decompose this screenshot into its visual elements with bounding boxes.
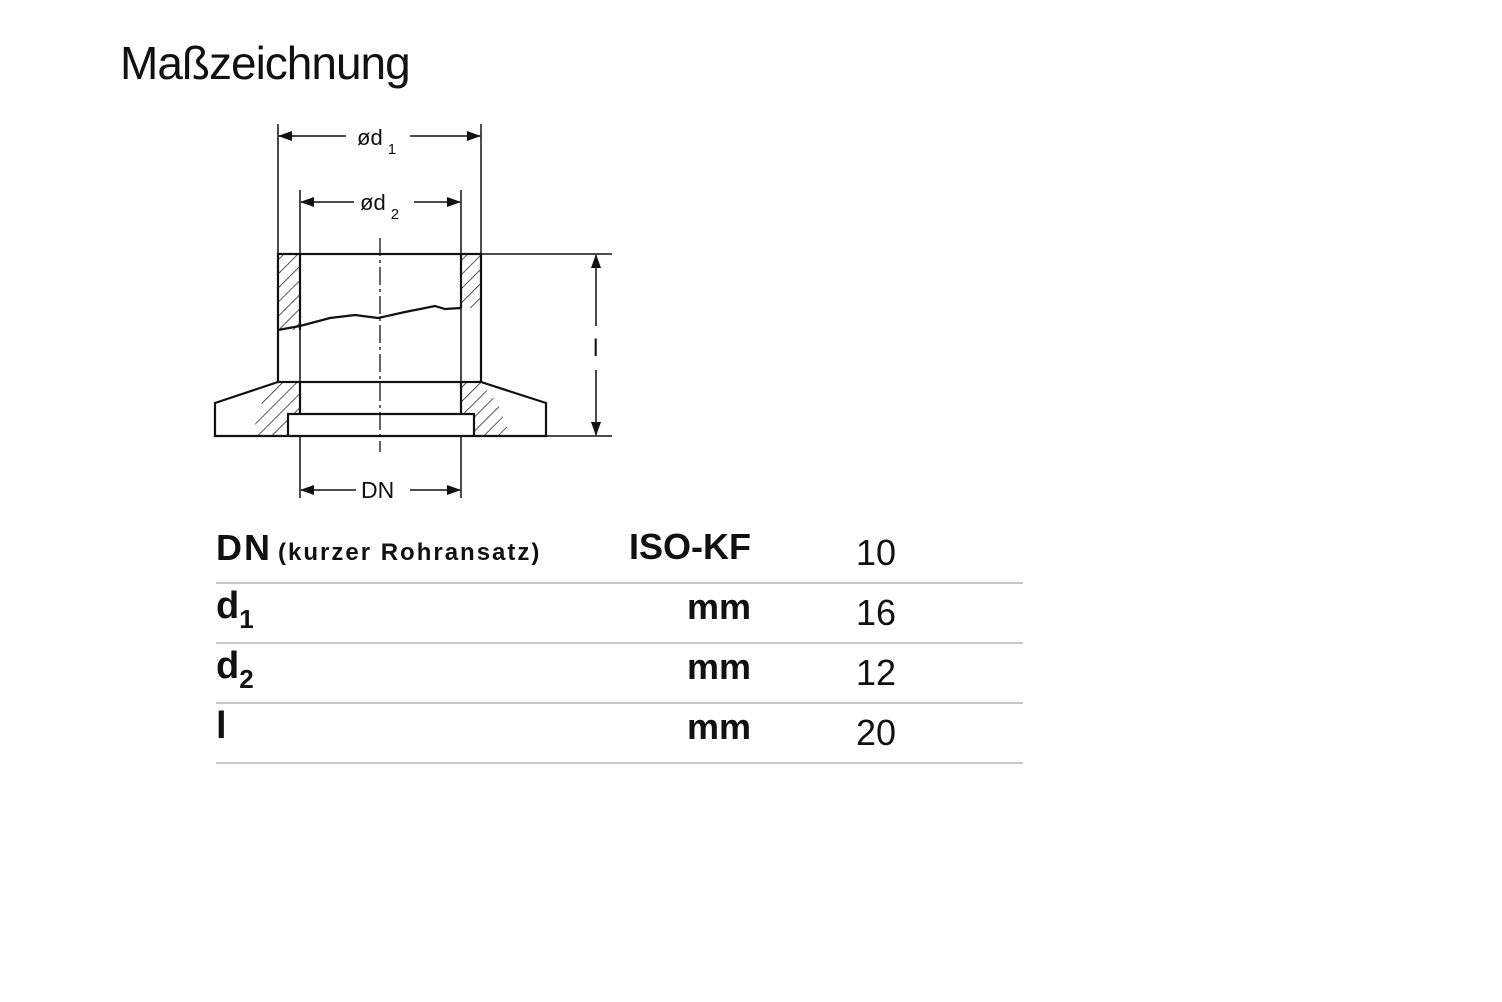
header-unit: ISO-KF	[629, 526, 751, 567]
row-unit: mm	[686, 646, 751, 687]
header-label: DN (kurzer Rohransatz)	[216, 527, 542, 568]
table-header-row	[216, 524, 1023, 584]
row-unit: mm	[686, 586, 751, 627]
page-title: Maßzeichnung	[120, 37, 410, 89]
row-value: 12	[856, 652, 897, 693]
row-label: $d_2$	[216, 645, 254, 694]
hatched-sections	[252, 255, 510, 435]
table-row	[216, 704, 1023, 764]
row-label: $d_1$	[216, 585, 254, 634]
row-value: 20	[856, 712, 897, 753]
dim-d1-label: ød $_1$	[357, 125, 397, 158]
dim-d2-label: ød $_2$	[360, 190, 400, 223]
row-label: l	[216, 705, 227, 747]
table-row	[216, 584, 1023, 644]
dim-l-label: l	[593, 335, 599, 362]
extension-lines	[278, 124, 612, 498]
dimension-drawing	[0, 0, 700, 520]
header-qualifier: (kurzer Rohransatz)	[278, 539, 542, 566]
table-row	[216, 644, 1023, 704]
header-value: 10	[856, 532, 897, 573]
row-value: 16	[856, 592, 897, 633]
row-unit: mm	[686, 706, 751, 747]
spec-table	[216, 524, 1023, 764]
dim-dn-label: DN	[361, 477, 395, 503]
